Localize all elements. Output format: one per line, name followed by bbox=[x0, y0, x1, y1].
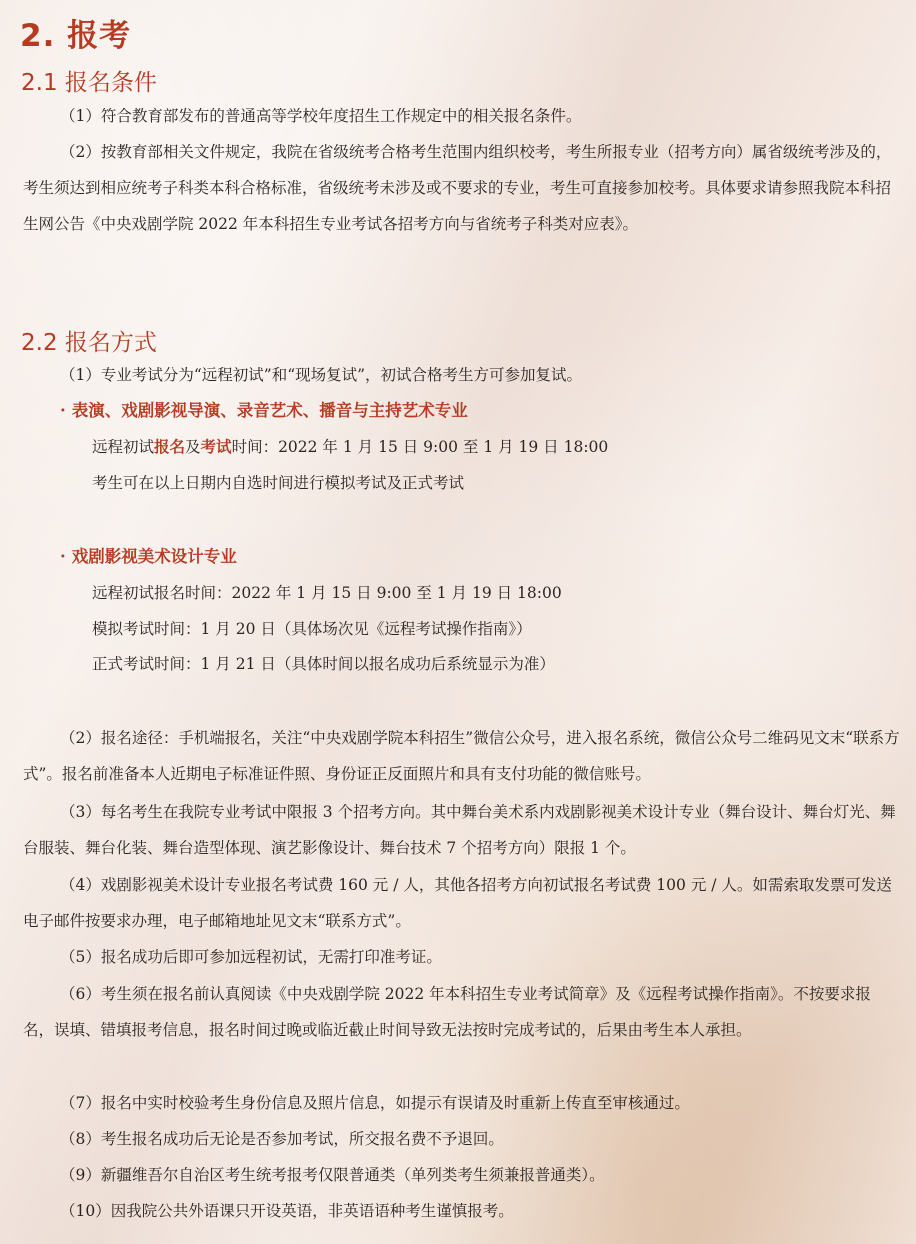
group1-title bbox=[60, 399, 468, 423]
group2-line-1: 远程初试报名时间：2022 年 1 月 15 日 9:00 至 1 月 19 日 18:00 bbox=[92, 584, 562, 602]
method-item-4: （4）戏剧影视美术设计专业报名考试费 160 元 / 人，其他各招考方向初试报名考试费 100 元 / 人。如需索取发票可发送电子邮件按要求办理，电子邮箱地址见文末“联系方式”。 bbox=[23, 876, 892, 930]
method-item-7: （7）报名中实时校验考生身份信息及照片信息，如提示有误请及时重新上传直至审核通过。 bbox=[60, 1094, 690, 1112]
group2-title bbox=[60, 545, 237, 569]
condition-item-1 bbox=[23, 98, 901, 134]
method-item-9: （9）新疆维吾尔自治区考生统考报考仅限普通类（单列类考生须兼报普通类）。 bbox=[60, 1166, 605, 1184]
method-item-2: （2）报名途径：手机端报名，关注“中央戏剧学院本科招生”微信公众号，进入报名系统，微信公众号二维码见文末“联系方式”。报名前准备本人近期电子标准证件照、身份证正反面照片和具有支付功能的微信账号。 bbox=[23, 729, 900, 783]
bullet-icon: · bbox=[60, 401, 66, 420]
group2-line-3: 正式考试时间：1 月 21 日（具体时间以报名成功后系统显示为准） bbox=[92, 655, 555, 673]
method-item-5: （5）报名成功后即可参加远程初试，无需打印准考证。 bbox=[60, 948, 442, 966]
subsection-title-methods: 2.2 报名方式 bbox=[21, 330, 157, 356]
subsection-title-conditions: 2.1 报名条件 bbox=[21, 70, 157, 96]
group1-note: 考生可在以上日期内自选时间进行模拟考试及正式考试 bbox=[92, 474, 465, 492]
method-item-10: （10）因我院公共外语课只开设英语，非英语语种考生谨慎报考。 bbox=[60, 1202, 514, 1220]
bullet-icon: · bbox=[60, 547, 66, 566]
method-item-8: （8）考生报名成功后无论是否参加考试，所交报名费不予退回。 bbox=[60, 1130, 504, 1148]
condition-item-1-text: （1）符合教育部发布的普通高等学校年度招生工作规定中的相关报名条件。 bbox=[60, 107, 582, 125]
method-intro: （1）专业考试分为“远程初试”和“现场复试”，初试合格考生方可参加复试。 bbox=[60, 366, 583, 384]
group2-line-2: 模拟考试时间：1 月 20 日（具体场次见《远程考试操作指南》） bbox=[92, 620, 532, 638]
section-heading: 2. 报考 bbox=[20, 18, 132, 54]
group1-time: 远程初试报名及考试时间：2022 年 1 月 15 日 9:00 至 1 月 19 日 18:00 bbox=[92, 437, 609, 456]
condition-item-2 bbox=[23, 134, 901, 242]
condition-item-2-text: （2）按教育部相关文件规定，我院在省级统考合格考生范围内组织校考，考生所报专业（招考方向）属省级统考涉及的，考生须达到相应统考子科类本科合格标准，省级统考未涉及或不要求的专业，考生可直接参加校考。具体要求请参照我院本科招生网公告《中央戏剧学院 2022 年本科招生专业考试各招考方向与省统考子科类对应表》。 bbox=[23, 143, 892, 233]
method-item-6: （6）考生须在报名前认真阅读《中央戏剧学院 2022 年本科招生专业考试简章》及《远程考试操作指南》。不按要求报名，误填、错填报考信息，报名时间过晚或临近截止时间导致无法按时完成考试的，后果由考生本人承担。 bbox=[23, 985, 871, 1039]
group2-title-text: 戏剧影视美术设计专业 bbox=[71, 547, 237, 566]
group1-title-text: 表演、戏剧影视导演、录音艺术、播音与主持艺术专业 bbox=[71, 401, 468, 420]
method-item-3: （3）每名考生在我院专业考试中限报 3 个招考方向。其中舞台美术系内戏剧影视美术设计专业（舞台设计、舞台灯光、舞台服装、舞台化装、舞台造型体现、演艺影像设计、舞台技术 7 个招考方向）限报 1 个。 bbox=[23, 803, 896, 857]
